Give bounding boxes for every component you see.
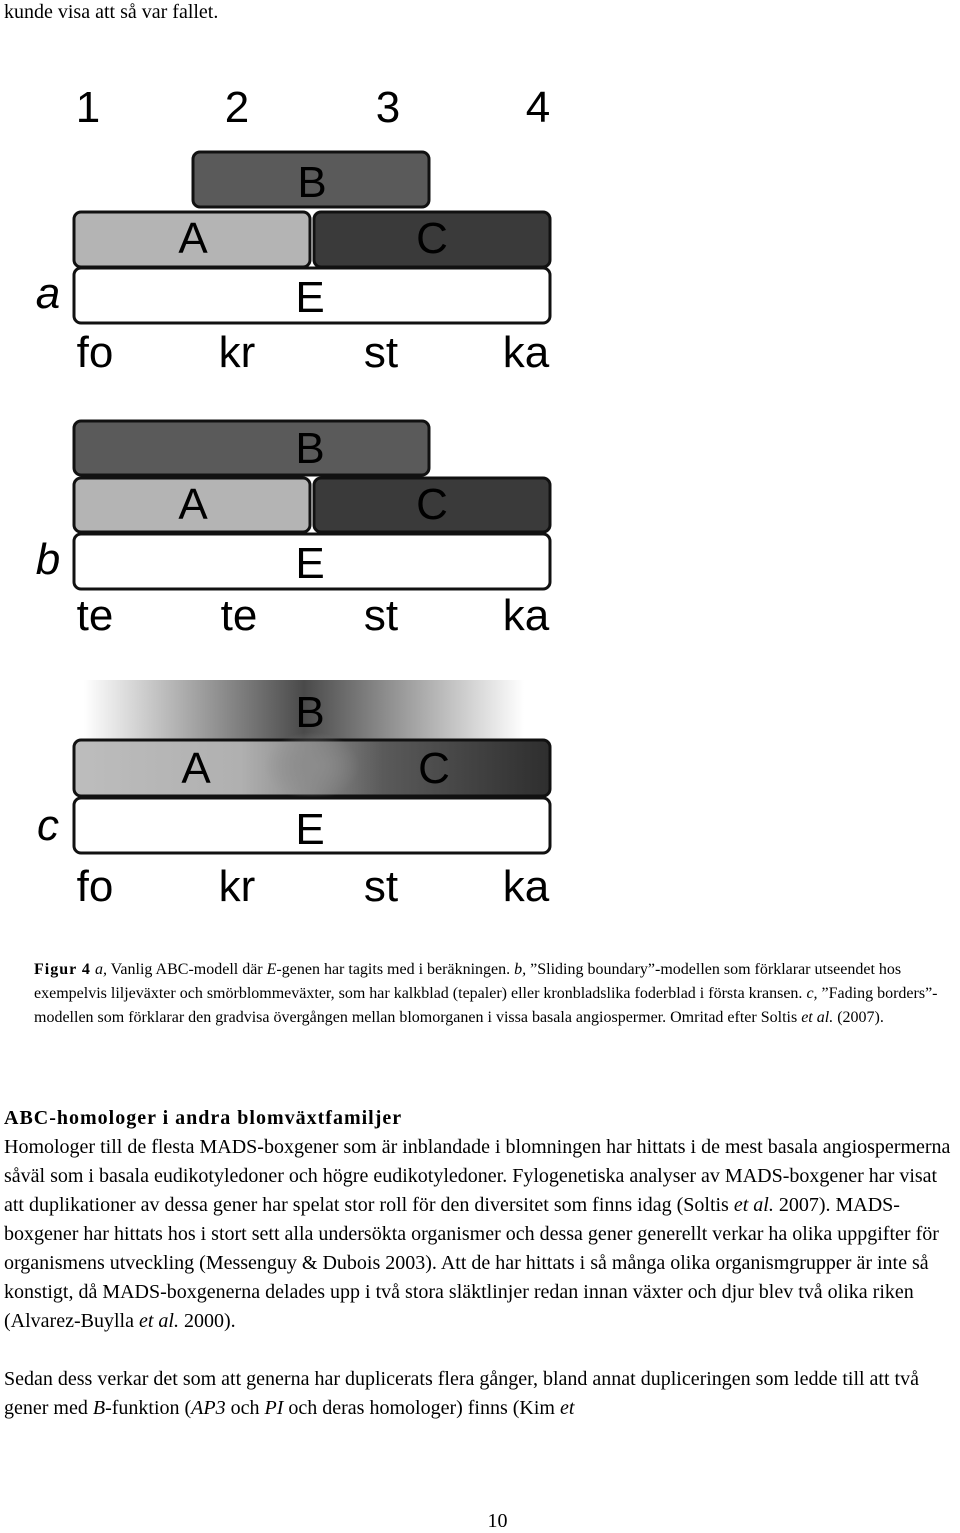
section-heading: ABC-homologer i andra blomväxtfamiljer <box>4 1107 403 1129</box>
label-e: E <box>295 539 325 588</box>
organ-label: te <box>76 591 114 640</box>
label-c: C <box>416 214 448 263</box>
panel-letter: b <box>35 535 61 584</box>
organ-label: ka <box>502 862 550 911</box>
label-c: C <box>416 480 448 529</box>
section-abc-homologer <box>4 1104 960 1423</box>
column-number-3: 3 <box>375 83 401 132</box>
figure-label: Figur 4 <box>34 961 91 978</box>
column-number-1: 1 <box>75 83 101 132</box>
organ-label: st <box>363 328 399 377</box>
organ-label: st <box>363 862 399 911</box>
organ-label: kr <box>218 862 256 911</box>
column-number-4: 4 <box>525 83 551 132</box>
organ-label: fo <box>76 862 114 911</box>
label-b: B <box>295 424 325 473</box>
label-c: C <box>418 744 450 793</box>
label-a: A <box>178 480 208 529</box>
paragraph: Sedan dess verkar det som att generna har duplicerats flera gånger, bland annat dupliceringen som ledde till att två gener med B-funktion (AP3 och PI och deras homologer) finns (Kim et <box>4 1368 919 1419</box>
gene-bar-b <box>74 421 429 475</box>
fade-blob <box>264 732 360 800</box>
label-b: B <box>297 158 327 207</box>
label-a: A <box>178 214 208 263</box>
organ-label: st <box>363 591 399 640</box>
organ-label: kr <box>218 328 256 377</box>
panel-c <box>37 680 550 911</box>
organ-label: ka <box>502 591 550 640</box>
label-e: E <box>295 805 325 854</box>
organ-label: fo <box>76 328 114 377</box>
panel-a <box>36 152 550 377</box>
panel-letter: c <box>37 801 59 850</box>
figure-caption: Figur 4 a, Vanlig ABC-modell där E-genen har tagits med i beräkningen. b, ”Sliding boundary”-modellen som förklarar utseendet hos exempelvis liljeväxter och smörblommeväxter, som har kalkblad (tepaler) eller kronbladslika foderblad i första kransen. c, ”Fading borders”-modellen som förklarar den gradvisa övergången mellan blomorganen i vissa basala angiospermer. Omritad efter Soltis et al. (2007). <box>34 961 938 1026</box>
top-text: kunde visa att så var fallet. <box>4 1 219 23</box>
organ-label: te <box>220 591 258 640</box>
page-number: 10 <box>487 1510 508 1532</box>
label-e: E <box>295 273 325 322</box>
column-number-2: 2 <box>224 83 250 132</box>
paragraph: Homologer till de flesta MADS-boxgener som är inblandade i blomningen har hittats i de mest basala angiospermerna såväl som i basala eudikotyledoner och högre eudikotyledoner. Fylogenetiska analyser av MADS-boxgener har visat att duplikationer av dessa gener har spelat stor roll för den diversitet som finns idag (Soltis et al. 2007). MADS-boxgener har hittats hos i stort sett alla undersökta organismer och dessa gener generellt verkar ha olika uppgifter för organismens utveckling (Messenguy & Dubois 2003). Att de har hittats i så många olika organismgrupper är inte så konstigt, då MADS-boxgenerna delades upp i två stora släktlinjer redan innan växter och djur blev två olika riken (Alvarez-Buylla et al. 2000). <box>4 1136 951 1332</box>
panel-letter: a <box>35 269 61 318</box>
organ-label: ka <box>502 328 550 377</box>
label-b: B <box>295 688 325 737</box>
panel-b <box>36 421 550 640</box>
abc-model-figure <box>0 60 620 940</box>
label-a: A <box>181 744 211 793</box>
